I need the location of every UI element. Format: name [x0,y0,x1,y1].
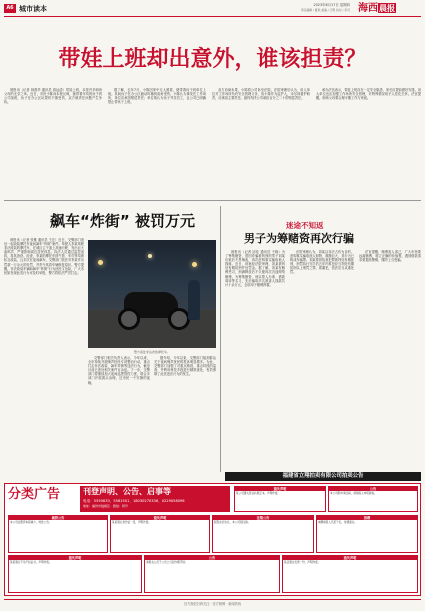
header-editors: 责任编辑 / 夏秋 美编 / 王明 校对 / 李可 [300,8,350,12]
article2-photo [88,240,216,348]
classified-main-heading: 刊登声明、公告、启事等 [83,487,171,496]
article3-body-text: 晨报讯（记者 邱佳 通讯员 于晓）为了筹集赌资，曾因诈骗被判刑的男子刘某出狱后不思悔改，再次虚构事实骗取他人钱财。近日，该案经法院审理，刘某被判处有期徒刑并处罚金。据了解，刘某有赌博恶习，刑满释放后不久便再次沉迷网络赌博。为筹集赌资，他以帮人办事、借款周转等名义，先后骗取多名被害人钱款共计十余万元，全部用于赌博挥霍。 [225,250,285,287]
photo-light-2 [148,254,152,258]
article2-body3-text: 据介绍，今年以来，交警部门接到群众关于夜间噪声扰民的投诉明显增多。为此，交警部门加强了对重点路段、重点时段的巡查，并利用科技手段进行精准查处，有效遏制了此类违法行为的发生。 [154,356,216,377]
ad-cell-heading: 招聘 [317,516,417,520]
article1-col2-text: 据了解，去年7月，小陈因家中无人照看，便带着孩子到单位上班。其间孩子在办公区跑动时撞到桌角受伤。小陈认为事发在工作场所，单位应承担赔偿责任；单位则认为孩子并非员工，且公司已明确禁止带孩子上班。 [108,88,206,105]
article1-col4-text: 承办法官表示，带娃上班存在一定安全隐患，家长应提前做好安排。用人单位也应加强工作场所安全管理，对特殊情况给予人性化关怀。法官提醒，职场父母要合理平衡工作与家庭。 [316,88,421,101]
newspaper-logo [358,2,420,15]
classified-cell-2 [328,486,418,512]
photo-light-3 [192,262,197,267]
article2-body2-text: 交警部门相关负责人表示，今年以来，全市持续开展噪声扰民专项整治行动，重点打击非法改装、飙车炸街等违法行为，截至目前已查处相关案件百余起。下一步，交警部门将继续加大夜间巡逻管控力度，联合多部门开展源头治理，还市民一个安静的夜晚。 [88,356,150,385]
classified-cell-1 [234,486,326,512]
ad-cell-heading: 注销公告 [213,516,313,520]
ad-cell-text: 某某遗失不动产权证书，声明作废。 [10,560,52,564]
logo-text-a: 海西 [358,3,378,14]
officer-figure [188,280,200,320]
ad-cell-heading: 减资公告 [9,516,107,520]
article3-column-3 [359,250,421,470]
motorcycle-wheel-rear [168,308,190,330]
ad-cell-text: 诚聘销售人员若干名，待遇面议。 [318,520,357,524]
header-date: 2023年8月17日 星期四 [313,3,350,7]
article3-column-2 [290,250,354,470]
ad-cell-text: 某店遗失发票一份，声明作废。 [284,560,321,564]
column-separator [220,206,221,472]
page-number: A6 [4,4,16,13]
ad-cell-text: 某公司遗失营业执照正本，声明作废。 [236,491,281,495]
footer-text: 官方微信扫码关注 · 官方微博 · 新闻热线 [183,602,242,606]
ad-cell-heading: 遗失声明 [9,556,141,560]
classified-title: 分类广告 [8,487,61,502]
footer-divider [4,599,421,600]
classified-cell-8 [144,555,280,593]
photo-light-1 [98,260,103,265]
ad-cell-heading: 遗失声明 [111,516,209,520]
article2-body-text: 晨报讯（记者 张雅 通讯员 王宏）近日，交警部门查处一起改装摩托车夜间飙车“炸街”案件。驾驶人李某驾驶非法改装的摩托车，在城区主干道上高速行驶，发出巨大轰鸣声，严重影响周边居民休息。执法人员通过监控追踪，将其查获。经查，李某的摩托车排气管、车灯等均被私自改装，且多次在夜间飙车。交警部门依法对李某作出罚款一万余元的处罚，并责令其将车辆恢复原状。警方提醒，非法改装车辆和飙车“炸街”行为扰民又危险，广大市民如发现此类行为可及时举报，警方将依法严厉打击。 [4,238,84,275]
header-meta [240,3,350,12]
article3-column-1 [225,250,285,470]
classified-phone-label: 电话： [83,499,94,503]
header-divider [4,16,421,17]
ad-cell-text: 本公司拟申请注销，请债权人申报债权。 [330,491,377,495]
article1-column-2 [108,88,206,196]
section-name: 城市读本 [19,4,47,13]
article1-col3-text: 双方协商未果，小陈将公司诉至法院。法院审理后认为，用人单位对工作场所负有安全管理义务，但小陈作为监护人，未尽到看护职责，应承担主要责任。最终判决公司承担百分之二十的赔偿责任。 [212,88,310,101]
classified-cell-3 [8,515,108,553]
article1-column-3 [212,88,310,196]
article3-title: 男子为筹赌资再次行骗 [244,232,354,245]
classified-cell-5 [212,515,314,553]
article3-body2-text: 法院审理认为，刘某以非法占有为目的，虚构事实骗取他人财物，数额巨大，其行为已构成诈骗罪。刘某曾因故意犯罪被判处有期徒刑，刑罚执行完毕后五年内再犯应当判处有期徒刑以上刑罚之罪，系累犯，依法应当从重处罚。 [290,250,354,275]
article1-divider [4,200,421,201]
classified-contact: 地址：福州市鼓楼区 · 微信：同号 [83,504,128,508]
ad-cell-text: 经股东会决议，本公司拟注销。 [214,520,251,524]
article1-column-4 [316,88,421,196]
classified-phones: 5550633、5581501、18030270336、0229058096 [93,499,185,503]
ad-cell-heading: 遗失声明 [283,556,417,560]
ad-cell-text: 请相关人员于公告之日起办理手续。 [146,560,188,564]
ad-cell-heading: 遗失声明 [235,487,325,491]
article3-notice-bar: 福建省立翔拍卖有限公司拍卖公告 [225,472,421,481]
ad-cell-text: 本公司注册资本拟减少，特此公告。 [10,520,52,524]
article1-title: 带娃上班却出意外，谁该担责？ [58,47,367,72]
classified-cell-6 [316,515,418,553]
classified-banner [80,486,230,512]
article2-column-2 [88,356,150,470]
classified-cell-9 [282,555,418,593]
article1-col1-text: 晨报讯（记者 林燕华 通讯员 周远清）带娃上班，本是许多职场父母的无奈之举。近日，市民小陈向本报反映，她带着年幼的孩子到公司加班，孩子在办公区玩耍时不慎受伤，双方就责任问题产生争执。 [4,88,102,105]
article3-kicker: 迷途不知返 [286,221,324,230]
article2-column-3 [154,356,216,470]
ad-cell-heading: 公告 [145,556,279,560]
article2-column-1 [4,238,84,470]
article2-title: 飙车“炸街” 被罚万元 [50,212,195,230]
logo-badge: 晨报 [379,3,395,13]
classified-cell-4 [110,515,210,553]
article3-body3-text: 法官提醒，赌博害人害己，广大市民要远离赌博，树立正确的价值观，遇到借款请求要提高警惕，谨防上当受骗。 [359,250,421,263]
classified-cell-7 [8,555,142,593]
article1-column-1 [4,88,102,196]
ad-cell-heading: 公告 [329,487,417,491]
article2-photo-caption: 警方查处非法改装摩托车。 [133,350,170,354]
ad-cell-text: 某某遗失身份证一张，声明作废。 [112,520,151,524]
motorcycle-wheel-front [118,308,140,330]
